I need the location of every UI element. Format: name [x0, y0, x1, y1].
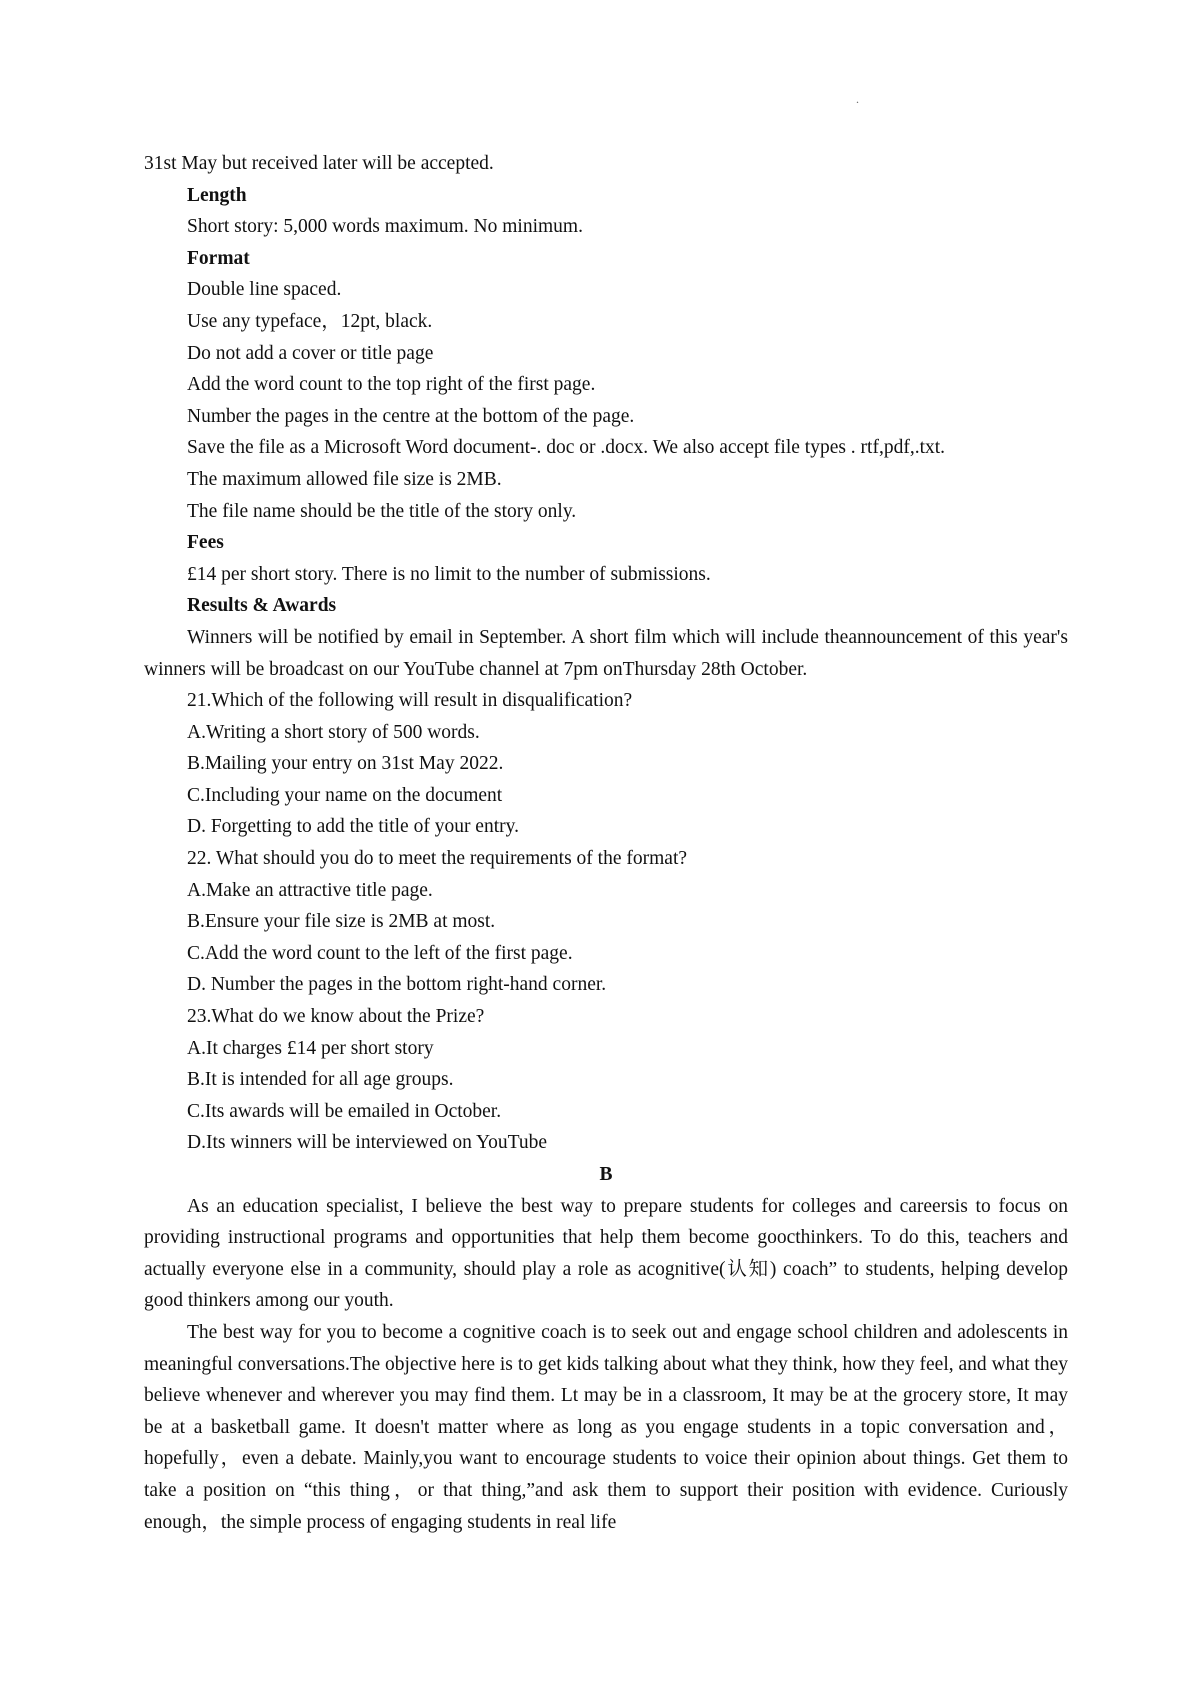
question-option: C.Add the word count to the left of the first page. — [187, 942, 573, 964]
passage-paragraph: The best way for you to become a cognitive coach is to seek out and engage school children and adolescents in meaningful conversations.The objective here is to get kids talking about what they think, how they feel, and what they believe whenever and wherever you may find them. Lt may be in a classroom, It may be at the grocery store, It may be at a basketball game. It doesn't matter where as long as you engage students in a topic conversation and，hopefully，even a debate. Mainly,you want to encourage students to voice their opinion about things. Get them to take a position on “this thing，or that thing,”and ask them to support their position with evidence. Curiously enough，the simple process of engaging students in real life — [144, 1321, 1068, 1533]
format-line: Use any typeface，12pt, black. — [187, 310, 433, 332]
question-option: A.Make an attractive title page. — [187, 879, 433, 901]
length-heading: Length — [187, 184, 247, 206]
fees-heading: Fees — [187, 532, 224, 554]
question-stem: 21.Which of the following will result in disqualification? — [187, 690, 633, 712]
results-paragraph: Winners will be notified by email in September. A short film which will include theannouncement of this year's winners will be broadcast on our YouTube channel at 7pm onThursday 28th October. — [144, 626, 1068, 680]
question-stem: 23.What do we know about the Prize? — [187, 1006, 485, 1028]
continuation-line: 31st May but received later will be accepted. — [144, 153, 494, 174]
format-line: Add the word count to the top right of the first page. — [187, 374, 596, 396]
results-heading: Results & Awards — [187, 595, 337, 617]
document-page — [144, 148, 1068, 1538]
question-option: B.Mailing your entry on 31st May 2022. — [187, 753, 504, 775]
passage-paragraph: As an education specialist, I believe the best way to prepare students for colleges and careersis to focus on providing instructional programs and opportunities that help them become goocthinkers. To do this, teachers and actually everyone else in a community, should play a role as acognitive(认知) coach” to students, helping develop good thinkers among our youth. — [144, 1195, 1068, 1312]
question-option: C.Its awards will be emailed in October. — [187, 1100, 502, 1122]
format-line: The maximum allowed file size is 2MB. — [187, 468, 502, 490]
format-line: The file name should be the title of the story only. — [187, 500, 577, 522]
question-option: D.Its winners will be interviewed on YouTube — [187, 1132, 548, 1154]
format-heading: Format — [187, 247, 250, 269]
format-line: Double line spaced. — [187, 279, 342, 301]
format-line: Do not add a cover or title page — [187, 342, 434, 364]
question-option: D. Forgetting to add the title of your entry. — [187, 816, 519, 838]
question-option: B.Ensure your file size is 2MB at most. — [187, 911, 496, 933]
question-option: B.It is intended for all age groups. — [187, 1069, 454, 1091]
question-option: A.It charges £14 per short story — [187, 1037, 434, 1059]
question-option: C.Including your name on the document — [187, 784, 503, 806]
format-line: Save the file as a Microsoft Word document-. doc or .docx. We also accept file types . rtf,pdf,.txt. — [187, 437, 946, 459]
question-stem: 22. What should you do to meet the requirements of the format? — [187, 848, 688, 870]
passage-heading: B — [599, 1164, 613, 1185]
question-option: D. Number the pages in the bottom right-hand corner. — [187, 974, 607, 996]
fees-line: £14 per short story. There is no limit to the number of submissions. — [187, 563, 711, 585]
question-option: A.Writing a short story of 500 words. — [187, 721, 480, 743]
format-line: Number the pages in the centre at the bottom of the page. — [187, 405, 635, 427]
header-mark: . — [856, 92, 859, 106]
length-line: Short story: 5,000 words maximum. No minimum. — [187, 216, 583, 238]
